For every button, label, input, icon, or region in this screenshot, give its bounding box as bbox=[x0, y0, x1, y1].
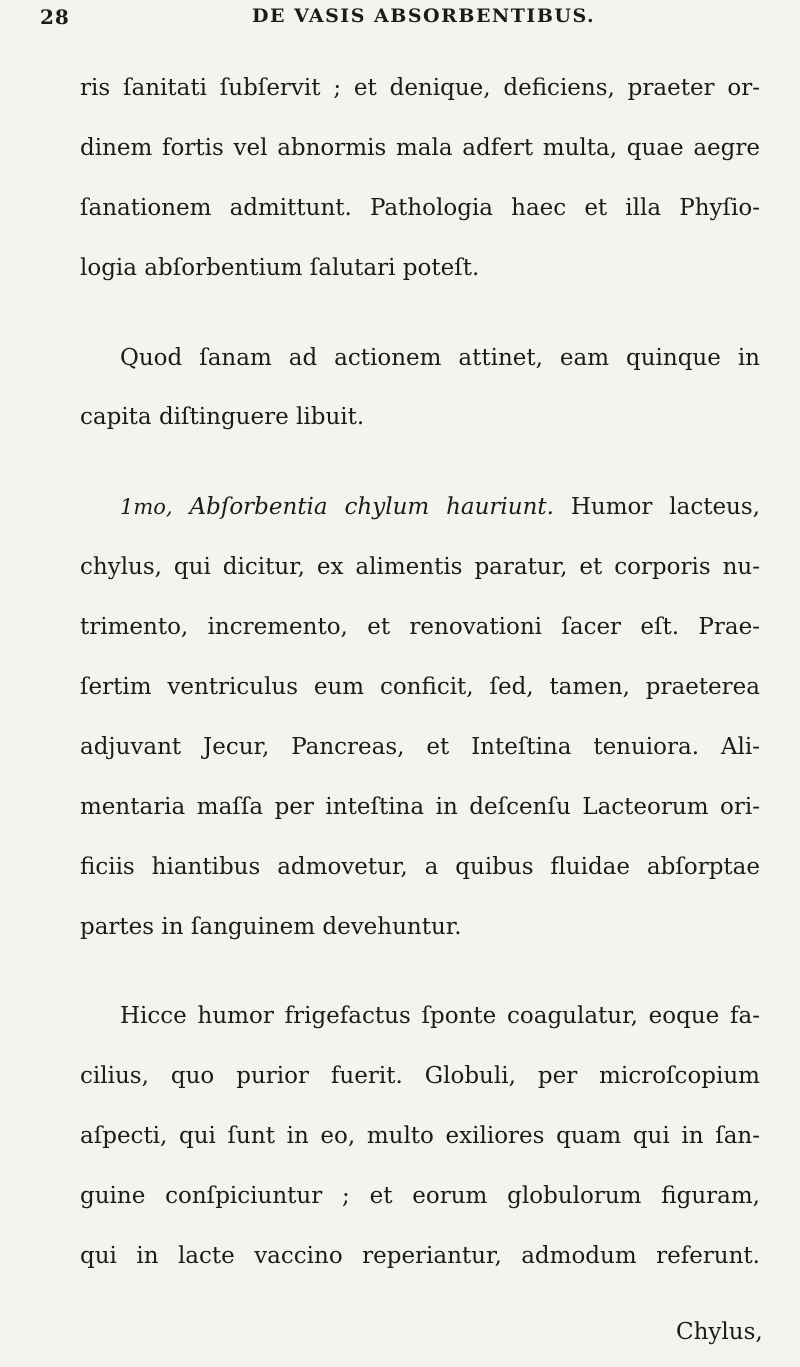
text-line: partes in ſanguinem devehuntur. bbox=[80, 914, 462, 940]
text-line: ſanationem admittunt. Pathologia haec et illa Phyſio- bbox=[80, 195, 760, 221]
section-ordinal: 1mo, bbox=[120, 495, 173, 519]
text-line: guine conſpiciuntur ; et eorum globulorum figuram, bbox=[80, 1183, 760, 1209]
section-first-line-rest: Humor lacteus, bbox=[570, 494, 760, 520]
text-line: aſpecti, qui ſunt in eo, multo exiliores quam qui in ſan- bbox=[80, 1123, 760, 1149]
text-line: capita diſtinguere libuit. bbox=[80, 404, 365, 430]
text-line: logia abſorbentium ſalutari poteſt. bbox=[80, 255, 480, 281]
page-number: 28 bbox=[40, 5, 70, 29]
text-line: qui in lacte vaccino reperiantur, admodum referunt. bbox=[80, 1243, 760, 1269]
text-line: adjuvant Jecur, Pancreas, et Inteſtina tenuiora. Ali- bbox=[80, 734, 760, 760]
section-first-line bbox=[80, 492, 760, 522]
text-line: chylus, qui dicitur, ex alimentis paratur, et corporis nu- bbox=[80, 554, 760, 580]
text-line: dinem fortis vel abnormis mala adfert multa, quae aegre bbox=[80, 135, 760, 161]
text-line: mentaria maſſa per inteſtina in deſcenſu Lacteorum ori- bbox=[80, 794, 760, 820]
text-line: ficiis hiantibus admovetur, a quibus fluidae abſorptae bbox=[80, 854, 760, 880]
text-line: trimento, incremento, et renovationi ſacer eſt. Prae- bbox=[80, 614, 760, 640]
catchword: Chylus, bbox=[676, 1319, 763, 1345]
text-line: ſertim ventriculus eum conficit, ſed, tamen, praeterea bbox=[80, 674, 760, 700]
text-line: Quod ſanam ad actionem attinet, eam quinque in bbox=[120, 345, 760, 371]
section-heading: Abſorbentia chylum hauriunt. bbox=[189, 494, 554, 520]
page-header bbox=[0, 3, 800, 33]
running-title: DE VASIS ABSORBENTIBUS. bbox=[252, 5, 596, 27]
text-line: cilius, quo purior fuerit. Globuli, per microſcopium bbox=[80, 1063, 760, 1089]
text-line: Hicce humor frigefactus ſponte coagulatur, eoque fa- bbox=[120, 1003, 760, 1029]
text-line: ris ſanitati ſubſervit ; et denique, deficiens, praeter or- bbox=[80, 75, 760, 101]
